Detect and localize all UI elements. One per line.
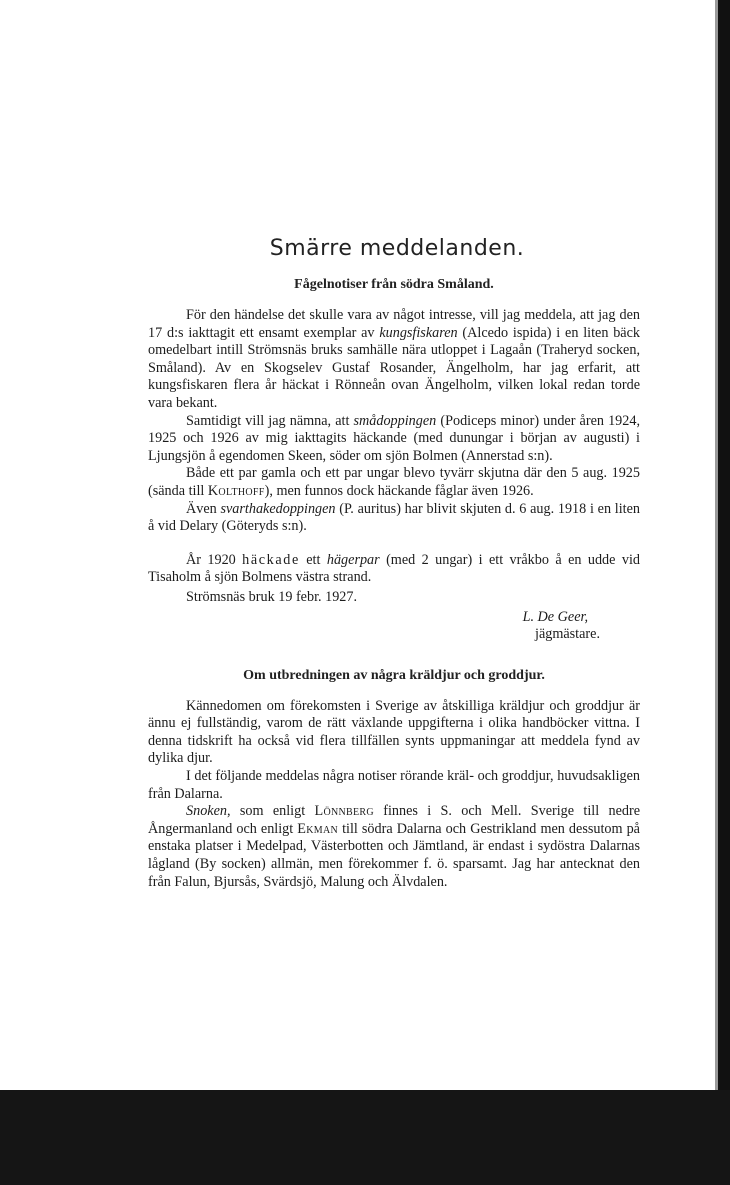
species-name: kungsfiskaren: [379, 324, 458, 341]
page-title: Smärre meddelanden.: [269, 236, 525, 261]
article-content: [148, 236, 640, 891]
paragraph-notes: I det följande meddelas några notiser rörande kräl- och groddjur, huvudsakligen från Dalarna.: [148, 768, 640, 802]
signature-title: jägmästare.: [535, 626, 600, 643]
author-name: Ekman: [297, 820, 339, 837]
paragraph-knowledge: Kännedomen om förekomsten i Sverige av åtskilliga kräldjur och groddjur är ännu ej fullständig, varom de rätt växlande uppgifterna i olika handböcker vittna. I denna tidskrift ha också vid flera tillfällen synts uppmaningar att meddela fynd av dylika djur.: [148, 697, 640, 767]
paragraph-kingfisher: [148, 307, 640, 413]
dateline: Strömsnäs bruk 19 febr. 1927.: [186, 588, 358, 605]
scanner-edge-right: [718, 0, 730, 1090]
text-run: ), men funnos dock häckande fåglar även 1926.: [264, 482, 534, 499]
text-run: (med 2 ungar) i ett vråkbo å en udde vid Tisaholm å sjön Bolmens västra strand.: [148, 551, 640, 586]
paragraph-shot-birds: [148, 465, 640, 500]
spaced-word: häckade: [242, 551, 300, 568]
species-name: smådoppingen: [353, 412, 437, 429]
paragraph-heron: [148, 552, 640, 587]
text-run: till södra Dalarna och Gestrikland men dessutom på enstaka platser i Medelpad, Västerbotten och Jämtland, är endast i sydöstra Dalarnas lågland (By socken) allmän, men förekommer f. ö. sparsamt. Jag har antecknat den från Falun, Bjursås, Svärdsjö, Malung och Älvdalen.: [148, 820, 640, 890]
author-name: Kolthoff: [207, 482, 265, 499]
text-run: (Alcedo ispida) i en liten bäck omedelbart intill Strömsnäs bruks samhälle nära utloppet i Lagaån (Traheryd socken, Småland). Av en Skogselev Gustaf Rosander, Ängelholm, har jag erfarit, att kungsfiskaren flera år häckat i Rönneån ovan Ängelholm, vilken lokal redan torde vara bekant.: [148, 324, 640, 411]
species-name: svarthakedoppingen: [220, 500, 336, 517]
signature-name: L. De Geer,: [522, 608, 588, 625]
text-run: (P. auritus) har blivit skjuten d. 6 aug. 1918 i en liten å vid Delary (Göteryds s:n).: [148, 500, 640, 535]
text-run: Både ett par gamla och ett par ungar blevo tyvärr skjutna där den 5 aug. 1925 (sända till: [148, 465, 640, 499]
text-run: Även: [186, 500, 221, 517]
species-name: Snoken: [186, 803, 227, 820]
text-run: finnes i S. och Mell. Sverige till nedre Ångermanland och enligt: [148, 803, 640, 837]
text-run: , som enligt: [226, 803, 315, 820]
paragraph-little-grebe: [148, 413, 640, 466]
paragraph-horned-grebe: [148, 501, 640, 536]
species-name: hägerpar: [326, 551, 380, 568]
text-run: Samtidigt vill jag nämna, att: [186, 412, 354, 429]
section-heading-reptiles: Om utbredningen av några kräldjur och groddjur.: [243, 667, 545, 683]
text-run: För den händelse det skulle vara av något intresse, vill jag meddela, att jag den 17 d:s iakttagit ett ensamt exemplar av: [148, 307, 640, 341]
text-run: År 1920: [186, 551, 243, 568]
author-name: Lönnberg: [314, 803, 374, 820]
section-heading-birds: Fågelnotiser från södra Småland.: [294, 277, 494, 292]
paragraph-grass-snake: [148, 803, 640, 891]
text-run: (Podiceps minor) under åren 1924, 1925 och 1926 av mig iakttagits häckande (med dunungar i början av augusti) i Ljungsjön å egendomen Skeen, söder om sjön Bolmen (Annerstad s:n).: [148, 412, 640, 464]
scanner-edge-bottom: [0, 1090, 730, 1185]
text-run: ett: [299, 551, 327, 568]
